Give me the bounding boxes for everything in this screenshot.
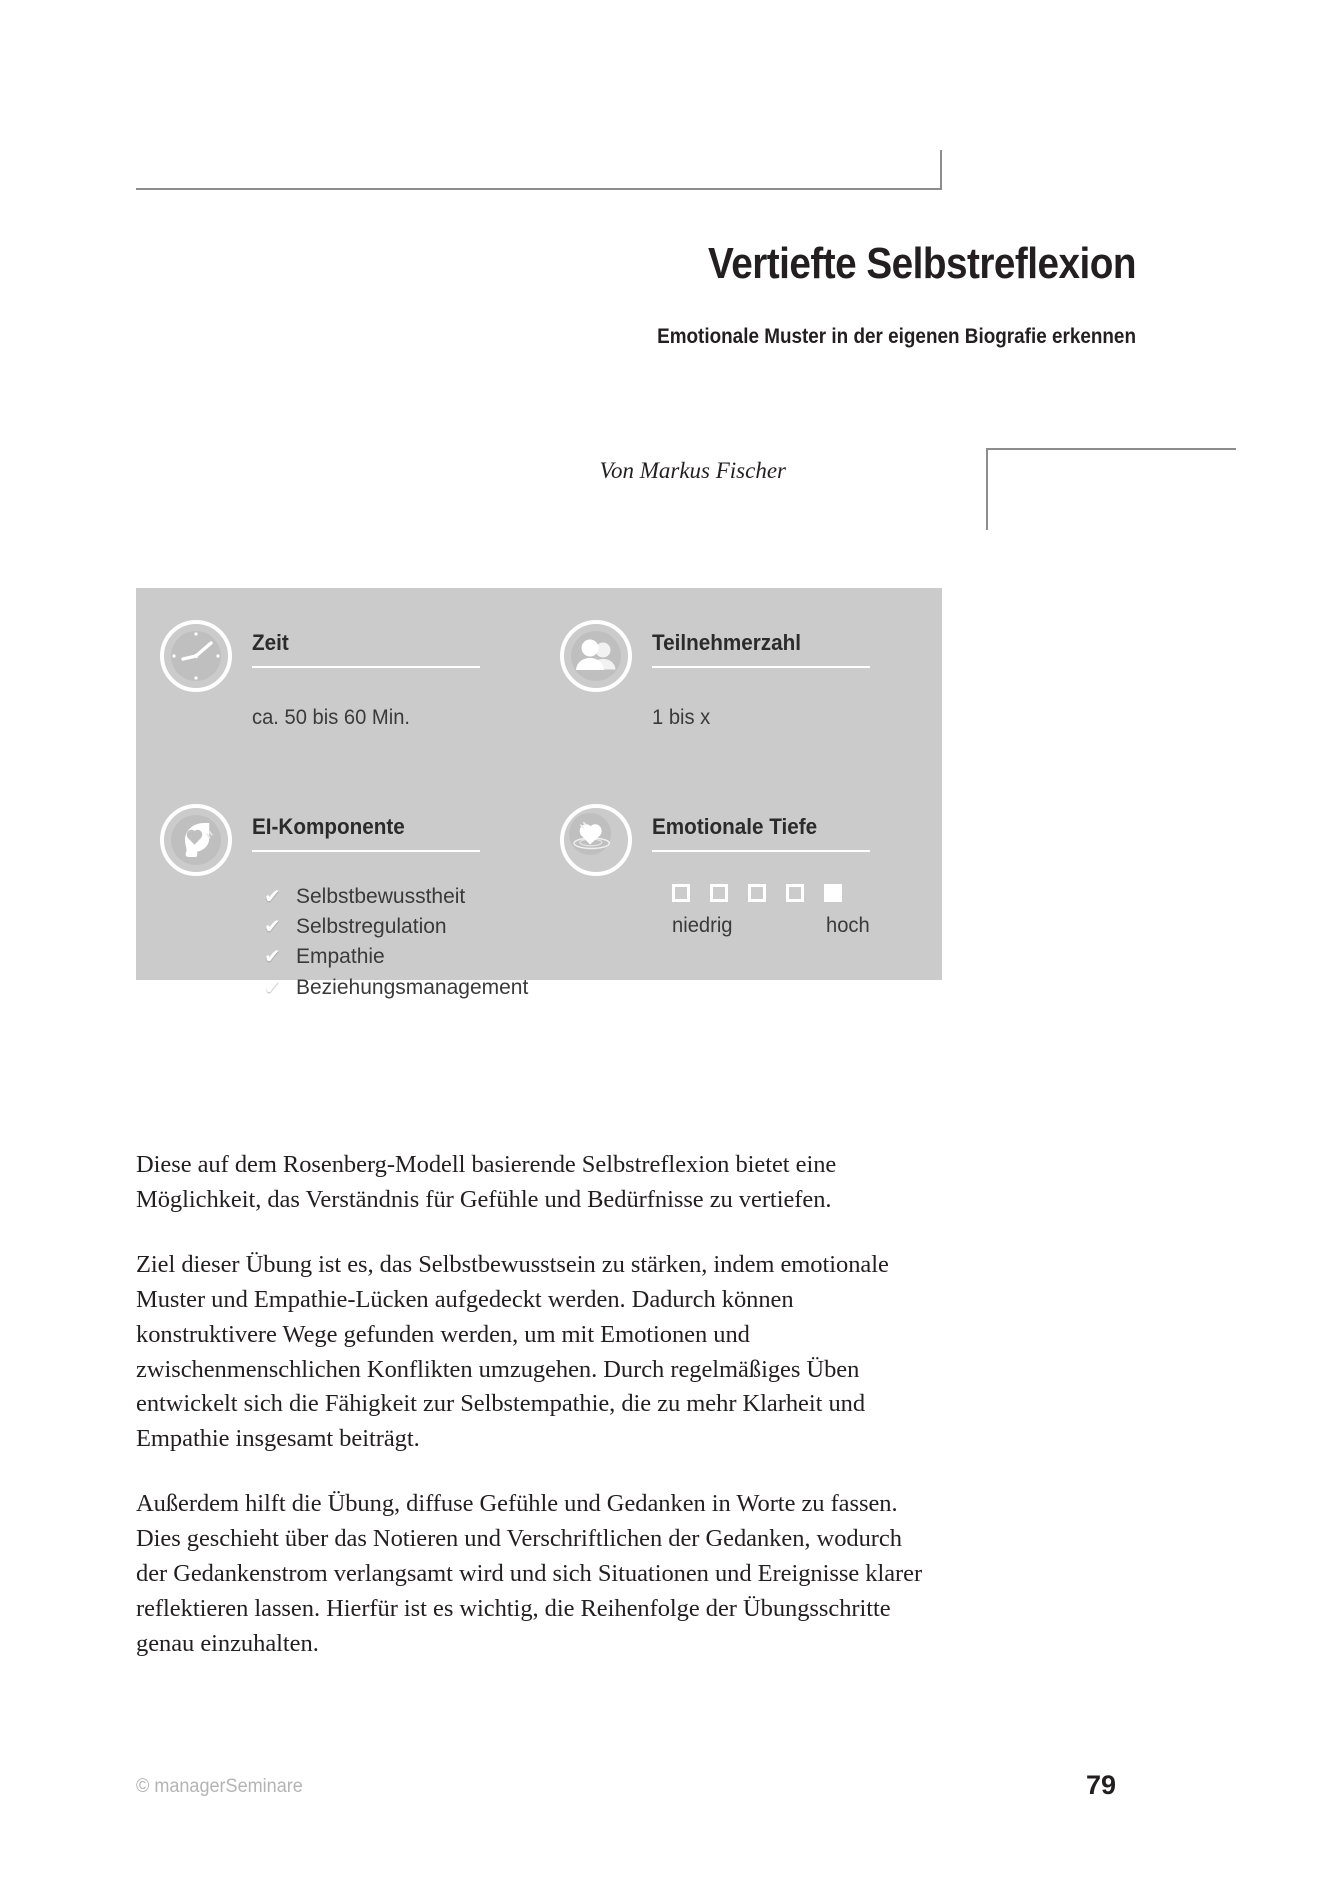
- top-rule-vertical-tick: [940, 150, 942, 190]
- scale-labels: [672, 914, 872, 938]
- info-cell-teilnehmerzahl-underline: [652, 666, 870, 668]
- clock-icon: [160, 620, 232, 692]
- list-item: [264, 942, 528, 972]
- headline-block: [136, 240, 1136, 350]
- info-cell-zeit: [160, 620, 560, 729]
- check-icon: ✔: [264, 976, 281, 999]
- ei-komponente-checklist: [264, 882, 528, 1003]
- list-item-label: Empathie: [296, 945, 385, 969]
- info-cell-ei-komponente-underline: [252, 850, 480, 852]
- info-cell-zeit-title: Zeit: [252, 630, 289, 655]
- page-title: Vertiefte Selbstreflexion: [708, 239, 1136, 288]
- paragraph-2: Ziel dieser Übung ist es, das Selbstbewusstsein zu stärken, indem emotionale Muster und Empathie-Lücken aufgedeckt werden. Dadurch können konstruktivere Wege gefunden werden, um mit Emotionen und zwischenmenschlichen Konflikten umzugehen. Durch regelmäßiges Üben entwickelt sich die Fähigkeit zur Selbstempathie, die zu mehr Klarheit und Empathie insgesamt beiträgt.: [136, 1250, 889, 1453]
- list-item: [264, 973, 528, 1003]
- copyright-notice: © managerSeminare: [136, 1776, 303, 1797]
- participants-icon: [560, 620, 632, 692]
- list-item-label: Selbstregulation: [296, 915, 447, 939]
- scale-box-3[interactable]: [748, 884, 766, 902]
- page-subtitle: Emotionale Muster in der eigenen Biografie erkennen: [657, 325, 1136, 349]
- scale-box-4[interactable]: [786, 884, 804, 902]
- check-icon: ✔: [264, 946, 281, 969]
- info-cell-teilnehmerzahl-title: Teilnehmerzahl: [652, 630, 802, 655]
- top-rule-decoration: [136, 150, 942, 190]
- info-cell-emotionale-tiefe-underline: [652, 850, 870, 852]
- info-cell-zeit-value: ca. 50 bis 60 Min.: [252, 706, 411, 729]
- scale-label-low: niedrig: [672, 914, 733, 937]
- scale-label-high: hoch: [826, 914, 871, 937]
- body-copy: [136, 1148, 936, 1662]
- paragraph-3: Außerdem hilft die Übung, diffuse Gefühle und Gedanken in Worte zu fassen. Dies geschieht über das Notieren und Verschriftlichen der Gedanken, wodurch der Gedankenstrom verlangsamt wird und sich Situationen und Ereignisse klarer reflektieren lassen. Hierfür ist es wichtig, die Reihenfolge der Übungsschritte genau einzuhalten.: [136, 1490, 923, 1657]
- paragraph-1: Diese auf dem Rosenberg-Modell basierende Selbstreflexion bietet eine Möglichkeit, das Verständnis für Gefühle und Bedürfnisse zu vertiefen.: [136, 1151, 837, 1213]
- scale-box-5[interactable]: [824, 884, 842, 902]
- top-rule-horizontal-line: [136, 188, 942, 190]
- author-byline: Von Markus Fischer: [599, 458, 786, 483]
- list-item-label: Selbstbewusstheit: [296, 885, 466, 908]
- info-cell-teilnehmerzahl-value: 1 bis x: [652, 706, 711, 729]
- info-cell-ei-komponente: [160, 804, 560, 999]
- list-item: [264, 882, 528, 912]
- byline-row: [136, 448, 1216, 538]
- scale-boxes: [672, 884, 872, 902]
- info-cell-zeit-underline: [252, 666, 480, 668]
- info-cell-emotionale-tiefe-title: Emotionale Tiefe: [652, 814, 818, 839]
- author-photo-frame: [986, 448, 1236, 530]
- head-heart-icon: [160, 804, 232, 876]
- info-cell-teilnehmerzahl: [560, 620, 920, 729]
- heart-ripple-icon: [560, 804, 632, 876]
- scale-box-1[interactable]: [672, 884, 690, 902]
- page-number: 79: [1086, 1770, 1117, 1800]
- info-cell-emotionale-tiefe: [560, 804, 920, 937]
- page-footer: [136, 1770, 1136, 1812]
- list-item-label: Beziehungsmanagement: [296, 975, 529, 999]
- list-item: [264, 912, 528, 942]
- emotionale-tiefe-scale: [672, 884, 872, 938]
- info-panel: [136, 588, 942, 999]
- check-icon: ✔: [264, 916, 281, 939]
- scale-box-2[interactable]: [710, 884, 728, 902]
- info-cell-ei-komponente-title: EI-Komponente: [252, 814, 405, 839]
- check-icon: ✔: [264, 886, 281, 908]
